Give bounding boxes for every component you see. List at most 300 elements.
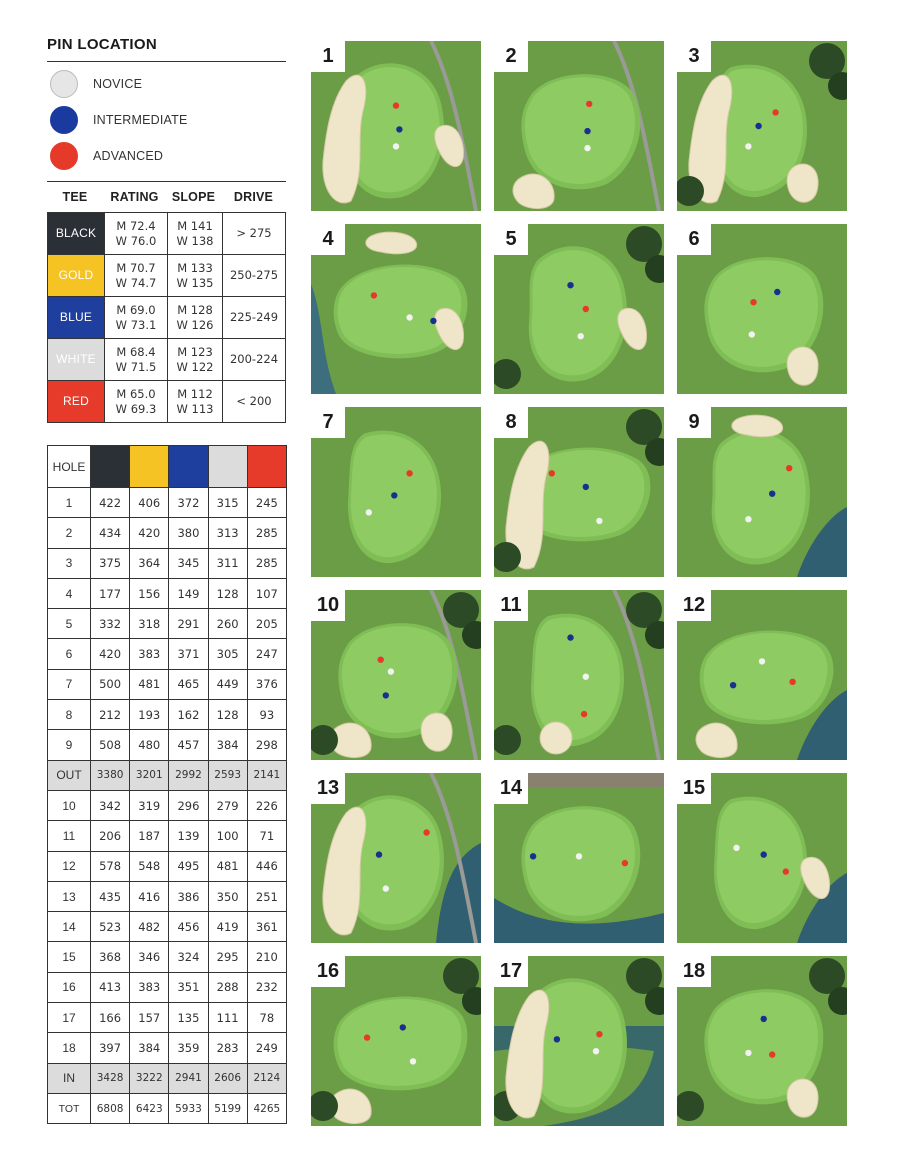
advanced-pin-marker	[622, 860, 628, 866]
yardage-row	[48, 851, 287, 881]
yardage-cell: 384	[208, 730, 247, 760]
hole-number-badge: 8	[494, 407, 528, 438]
slope-cell	[168, 255, 223, 297]
tee-color-swatch	[169, 446, 208, 488]
slope-cell	[168, 297, 223, 339]
hole-number: TOT	[48, 1093, 91, 1123]
hole-map-16	[311, 956, 481, 1126]
novice-pin-marker	[366, 509, 372, 515]
novice-pin-marker	[406, 314, 412, 320]
hole-number: 12	[48, 851, 91, 881]
yardage-cell: 111	[208, 1003, 247, 1033]
yardage-cell: 283	[208, 1033, 247, 1063]
yardage-row	[48, 578, 287, 608]
hole-number: 15	[48, 942, 91, 972]
tee-name: RED	[48, 381, 105, 423]
yardage-cell: 288	[208, 972, 247, 1002]
rating-cell	[105, 339, 168, 381]
drive-cell: 250-275	[223, 255, 286, 297]
novice-pin-marker	[576, 853, 582, 859]
intermediate-pin-marker	[554, 1036, 560, 1042]
intermediate-pin-marker	[769, 491, 775, 497]
hole-map-13	[311, 773, 481, 943]
rating-men: M 70.7	[116, 260, 156, 275]
hole-header: HOLE	[48, 446, 91, 488]
yardage-row	[48, 1003, 287, 1033]
yardage-cell: 346	[130, 942, 169, 972]
yardage-cell: 2941	[169, 1063, 208, 1093]
yardage-row	[48, 1063, 287, 1093]
hole-number: 17	[48, 1003, 91, 1033]
hole-number-badge: 15	[677, 773, 711, 804]
yardage-cell: 157	[130, 1003, 169, 1033]
yardage-cell: 480	[130, 730, 169, 760]
hole-map-5	[494, 224, 664, 394]
yardage-row	[48, 700, 287, 730]
yardage-cell: 156	[130, 578, 169, 608]
hole-number: 4	[48, 578, 91, 608]
slope-cell	[168, 213, 223, 255]
yardage-cell: 6423	[130, 1093, 169, 1123]
hole-map-12	[677, 590, 847, 760]
yardage-cell: 508	[91, 730, 130, 760]
slope-men: M 141	[177, 218, 213, 233]
yardage-cell: 413	[91, 972, 130, 1002]
drive-cell: > 275	[223, 213, 286, 255]
hole-number: 11	[48, 821, 91, 851]
yardage-cell: 2124	[247, 1063, 286, 1093]
yardage-cell: 351	[169, 972, 208, 1002]
yardage-cell: 384	[130, 1033, 169, 1063]
hole-number: 16	[48, 972, 91, 1002]
yardage-cell: 406	[130, 488, 169, 518]
hole-number-badge: 13	[311, 773, 345, 804]
pin-location-title: PIN LOCATION	[47, 36, 157, 53]
novice-pin-marker	[393, 143, 399, 149]
advanced-pin-marker	[750, 299, 756, 305]
hole-number-badge: 2	[494, 41, 528, 72]
novice-pin-marker	[745, 516, 751, 522]
divider	[47, 61, 286, 62]
hole-number-badge: 18	[677, 956, 711, 987]
tee-color-swatch	[91, 446, 130, 488]
tee-row-gold	[48, 255, 286, 297]
hole-number: 9	[48, 730, 91, 760]
yardage-cell: 5199	[208, 1093, 247, 1123]
novice-pin-marker	[596, 518, 602, 524]
drive-cell: 200-224	[223, 339, 286, 381]
yardage-cell: 548	[130, 851, 169, 881]
tee-row-white	[48, 339, 286, 381]
advanced-pin-marker	[772, 109, 778, 115]
yardage-cell: 311	[208, 548, 247, 578]
yardage-cell: 2593	[208, 760, 247, 790]
hole-number: 7	[48, 669, 91, 699]
yardage-cell: 435	[91, 881, 130, 911]
advanced-pin-marker	[549, 470, 555, 476]
yardage-cell: 193	[130, 700, 169, 730]
header-rating: RATING	[110, 190, 159, 204]
yardage-cell: 210	[247, 942, 286, 972]
yardage-cell: 251	[247, 881, 286, 911]
slope-men: M 112	[177, 386, 213, 401]
novice-pin-marker	[745, 143, 751, 149]
intermediate-pin-marker	[567, 634, 573, 640]
yardage-cell: 226	[247, 790, 286, 820]
tee-row-red	[48, 381, 286, 423]
yardage-cell: 205	[247, 609, 286, 639]
advanced-pin-marker	[423, 829, 429, 835]
hole-map-17	[494, 956, 664, 1126]
yardage-cell: 3428	[91, 1063, 130, 1093]
advanced-pin-marker	[378, 657, 384, 663]
tee-color-swatch	[208, 446, 247, 488]
slope-cell	[168, 381, 223, 423]
tee-row-black	[48, 213, 286, 255]
yardage-cell: 305	[208, 639, 247, 669]
hole-number-badge: 10	[311, 590, 345, 621]
hole-number-badge: 3	[677, 41, 711, 72]
yardage-cell: 319	[130, 790, 169, 820]
rating-women: W 71.5	[115, 359, 157, 374]
yardage-cell: 71	[247, 821, 286, 851]
hole-number-badge: 9	[677, 407, 711, 438]
tee-color-swatch	[247, 446, 286, 488]
hole-number-badge: 5	[494, 224, 528, 255]
hole-number: 1	[48, 488, 91, 518]
yardage-cell: 364	[130, 548, 169, 578]
slope-women: W 122	[176, 359, 214, 374]
yardage-cell: 324	[169, 942, 208, 972]
rating-cell	[105, 381, 168, 423]
rating-men: M 69.0	[116, 302, 156, 317]
slope-women: W 113	[176, 401, 214, 416]
advanced-pin-marker	[371, 292, 377, 298]
legend-label: ADVANCED	[93, 149, 164, 163]
yardage-cell: 100	[208, 821, 247, 851]
tee-table-header	[47, 188, 286, 208]
novice-pin-marker	[745, 1050, 751, 1056]
yardage-cell: 260	[208, 609, 247, 639]
yardage-cell: 162	[169, 700, 208, 730]
yardage-cell: 313	[208, 518, 247, 548]
hole-number: 2	[48, 518, 91, 548]
hole-number-badge: 7	[311, 407, 345, 438]
yardage-cell: 247	[247, 639, 286, 669]
yardage-cell: 495	[169, 851, 208, 881]
rating-women: W 69.3	[115, 401, 157, 416]
yardage-cell: 523	[91, 912, 130, 942]
hole-number-badge: 1	[311, 41, 345, 72]
yardage-cell: 350	[208, 881, 247, 911]
yardage-cell: 279	[208, 790, 247, 820]
hole-number-badge: 14	[494, 773, 528, 804]
yardage-cell: 482	[130, 912, 169, 942]
divider	[47, 181, 286, 182]
intermediate-pin-marker	[383, 692, 389, 698]
novice-pin-marker	[733, 845, 739, 851]
novice-pin-marker	[584, 145, 590, 151]
intermediate-pin-marker	[761, 851, 767, 857]
hole-number: 18	[48, 1033, 91, 1063]
advanced-pin-marker	[581, 711, 587, 717]
hole-number-badge: 4	[311, 224, 345, 255]
tee-color-swatch	[130, 446, 169, 488]
yardage-row	[48, 1093, 287, 1123]
yardage-cell: 291	[169, 609, 208, 639]
yardage-cell: 6808	[91, 1093, 130, 1123]
rating-women: W 73.1	[115, 317, 157, 332]
yardage-cell: 457	[169, 730, 208, 760]
intermediate-pin-marker	[584, 128, 590, 134]
yardage-cell: 4265	[247, 1093, 286, 1123]
yardage-cell: 361	[247, 912, 286, 942]
hole-map-3	[677, 41, 847, 211]
yardage-cell: 372	[169, 488, 208, 518]
hole-map-4	[311, 224, 481, 394]
yardage-cell: 420	[91, 639, 130, 669]
yardage-cell: 249	[247, 1033, 286, 1063]
novice-pin-icon	[50, 70, 78, 98]
yardage-row	[48, 972, 287, 1002]
yardage-cell: 465	[169, 669, 208, 699]
header-slope: SLOPE	[171, 190, 216, 204]
slope-men: M 133	[177, 260, 213, 275]
novice-pin-marker	[410, 1058, 416, 1064]
yardage-row	[48, 760, 287, 790]
header-tee: TEE	[62, 190, 88, 204]
rating-women: W 74.7	[115, 275, 157, 290]
yardage-cell: 332	[91, 609, 130, 639]
yardage-cell: 128	[208, 578, 247, 608]
intermediate-pin-marker	[396, 126, 402, 132]
yardage-cell: 212	[91, 700, 130, 730]
advanced-pin-marker	[583, 306, 589, 312]
yardage-row	[48, 609, 287, 639]
legend-label: INTERMEDIATE	[93, 113, 188, 127]
yardage-row	[48, 518, 287, 548]
yardage-row	[48, 639, 287, 669]
yardage-cell: 93	[247, 700, 286, 730]
advanced-pin-icon	[50, 142, 78, 170]
drive-cell: 225-249	[223, 297, 286, 339]
hole-number-badge: 16	[311, 956, 345, 987]
yardage-cell: 135	[169, 1003, 208, 1033]
advanced-pin-marker	[364, 1034, 370, 1040]
hole-number: 3	[48, 548, 91, 578]
yardage-cell: 416	[130, 881, 169, 911]
yardage-cell: 449	[208, 669, 247, 699]
yardage-row	[48, 912, 287, 942]
tee-row-blue	[48, 297, 286, 339]
yardage-cell: 315	[208, 488, 247, 518]
hole-number: 6	[48, 639, 91, 669]
slope-women: W 126	[176, 317, 214, 332]
hole-map-10	[311, 590, 481, 760]
yardage-cell: 380	[169, 518, 208, 548]
yardage-cell: 318	[130, 609, 169, 639]
intermediate-pin-marker	[755, 123, 761, 129]
hole-number: 10	[48, 790, 91, 820]
yardage-cell: 422	[91, 488, 130, 518]
hole-map-11	[494, 590, 664, 760]
slope-men: M 128	[177, 302, 213, 317]
legend-intermediate	[47, 104, 286, 138]
hole-map-15	[677, 773, 847, 943]
yardage-row	[48, 942, 287, 972]
yardage-cell: 107	[247, 578, 286, 608]
intermediate-pin-marker	[391, 492, 397, 498]
novice-pin-marker	[759, 658, 765, 664]
advanced-pin-marker	[406, 470, 412, 476]
hole-map-14	[494, 773, 664, 943]
yardage-cell: 386	[169, 881, 208, 911]
yardage-row	[48, 881, 287, 911]
yardage-cell: 446	[247, 851, 286, 881]
intermediate-pin-marker	[400, 1024, 406, 1030]
rating-cell	[105, 297, 168, 339]
yardage-cell: 371	[169, 639, 208, 669]
rating-men: M 72.4	[116, 218, 156, 233]
advanced-pin-marker	[789, 679, 795, 685]
yardage-cell: 139	[169, 821, 208, 851]
yardage-cell: 383	[130, 639, 169, 669]
yardage-cell: 298	[247, 730, 286, 760]
intermediate-pin-marker	[583, 484, 589, 490]
slope-cell	[168, 339, 223, 381]
yardage-cell: 368	[91, 942, 130, 972]
advanced-pin-marker	[596, 1031, 602, 1037]
drive-cell: < 200	[223, 381, 286, 423]
yardage-cell: 420	[130, 518, 169, 548]
tee-name: WHITE	[48, 339, 105, 381]
yardage-cell: 285	[247, 518, 286, 548]
yardage-cell: 5933	[169, 1093, 208, 1123]
hole-number-badge: 12	[677, 590, 711, 621]
legend-novice	[47, 68, 286, 102]
rating-women: W 76.0	[115, 233, 157, 248]
advanced-pin-marker	[786, 465, 792, 471]
yardage-cell: 128	[208, 700, 247, 730]
legend-label: NOVICE	[93, 77, 143, 91]
yardage-cell: 3201	[130, 760, 169, 790]
header-drive: DRIVE	[233, 190, 274, 204]
yardage-cell: 375	[91, 548, 130, 578]
yardage-row	[48, 790, 287, 820]
intermediate-pin-marker	[430, 318, 436, 324]
yardage-cell: 2141	[247, 760, 286, 790]
yardage-row	[48, 488, 287, 518]
yardage-row	[48, 730, 287, 760]
hole-number: 13	[48, 881, 91, 911]
yardage-row	[48, 669, 287, 699]
yardage-row	[48, 821, 287, 851]
intermediate-pin-marker	[774, 289, 780, 295]
hole-map-9	[677, 407, 847, 577]
yardage-cell: 481	[130, 669, 169, 699]
yardage-cell: 177	[91, 578, 130, 608]
tee-name: BLACK	[48, 213, 105, 255]
intermediate-pin-icon	[50, 106, 78, 134]
advanced-pin-marker	[783, 868, 789, 874]
yardage-cell: 296	[169, 790, 208, 820]
rating-cell	[105, 255, 168, 297]
intermediate-pin-marker	[567, 282, 573, 288]
rating-men: M 65.0	[116, 386, 156, 401]
hole-number-badge: 11	[494, 590, 528, 621]
yardage-cell: 434	[91, 518, 130, 548]
advanced-pin-marker	[586, 101, 592, 107]
yardage-cell: 481	[208, 851, 247, 881]
yardage-cell: 2606	[208, 1063, 247, 1093]
novice-pin-marker	[593, 1048, 599, 1054]
rating-cell	[105, 213, 168, 255]
intermediate-pin-marker	[761, 1016, 767, 1022]
advanced-pin-marker	[393, 102, 399, 108]
hole-number: 14	[48, 912, 91, 942]
yardage-table	[47, 445, 287, 1124]
hole-map-2	[494, 41, 664, 211]
yardage-cell: 578	[91, 851, 130, 881]
legend-advanced	[47, 140, 286, 174]
novice-pin-marker	[583, 674, 589, 680]
slope-women: W 138	[176, 233, 214, 248]
novice-pin-marker	[578, 333, 584, 339]
yardage-cell: 78	[247, 1003, 286, 1033]
intermediate-pin-marker	[530, 853, 536, 859]
yardage-cell: 359	[169, 1033, 208, 1063]
novice-pin-marker	[383, 885, 389, 891]
intermediate-pin-marker	[730, 682, 736, 688]
hole-number: OUT	[48, 760, 91, 790]
tee-rating-table	[47, 212, 286, 423]
hole-map-18	[677, 956, 847, 1126]
hole-number-badge: 17	[494, 956, 528, 987]
hole-number-badge: 6	[677, 224, 711, 255]
yardage-cell: 285	[247, 548, 286, 578]
hole-number: 5	[48, 609, 91, 639]
hole-map-8	[494, 407, 664, 577]
advanced-pin-marker	[769, 1051, 775, 1057]
intermediate-pin-marker	[376, 851, 382, 857]
yardage-cell: 397	[91, 1033, 130, 1063]
yardage-cell: 232	[247, 972, 286, 1002]
yardage-cell: 342	[91, 790, 130, 820]
tee-name: BLUE	[48, 297, 105, 339]
yardage-cell: 383	[130, 972, 169, 1002]
yardage-cell: 245	[247, 488, 286, 518]
hole-map-6	[677, 224, 847, 394]
yardage-cell: 3222	[130, 1063, 169, 1093]
yardage-cell: 345	[169, 548, 208, 578]
novice-pin-marker	[749, 331, 755, 337]
yardage-row	[48, 1033, 287, 1063]
hole-number: IN	[48, 1063, 91, 1093]
hole-map-7	[311, 407, 481, 577]
yardage-row	[48, 548, 287, 578]
tee-name: GOLD	[48, 255, 105, 297]
yardage-cell: 166	[91, 1003, 130, 1033]
yardage-cell: 3380	[91, 760, 130, 790]
rating-men: M 68.4	[116, 344, 156, 359]
novice-pin-marker	[388, 668, 394, 674]
yardage-cell: 206	[91, 821, 130, 851]
slope-men: M 123	[177, 344, 213, 359]
yardage-header-row	[48, 446, 287, 488]
slope-women: W 135	[176, 275, 214, 290]
yardage-cell: 376	[247, 669, 286, 699]
hole-map-1	[311, 41, 481, 211]
